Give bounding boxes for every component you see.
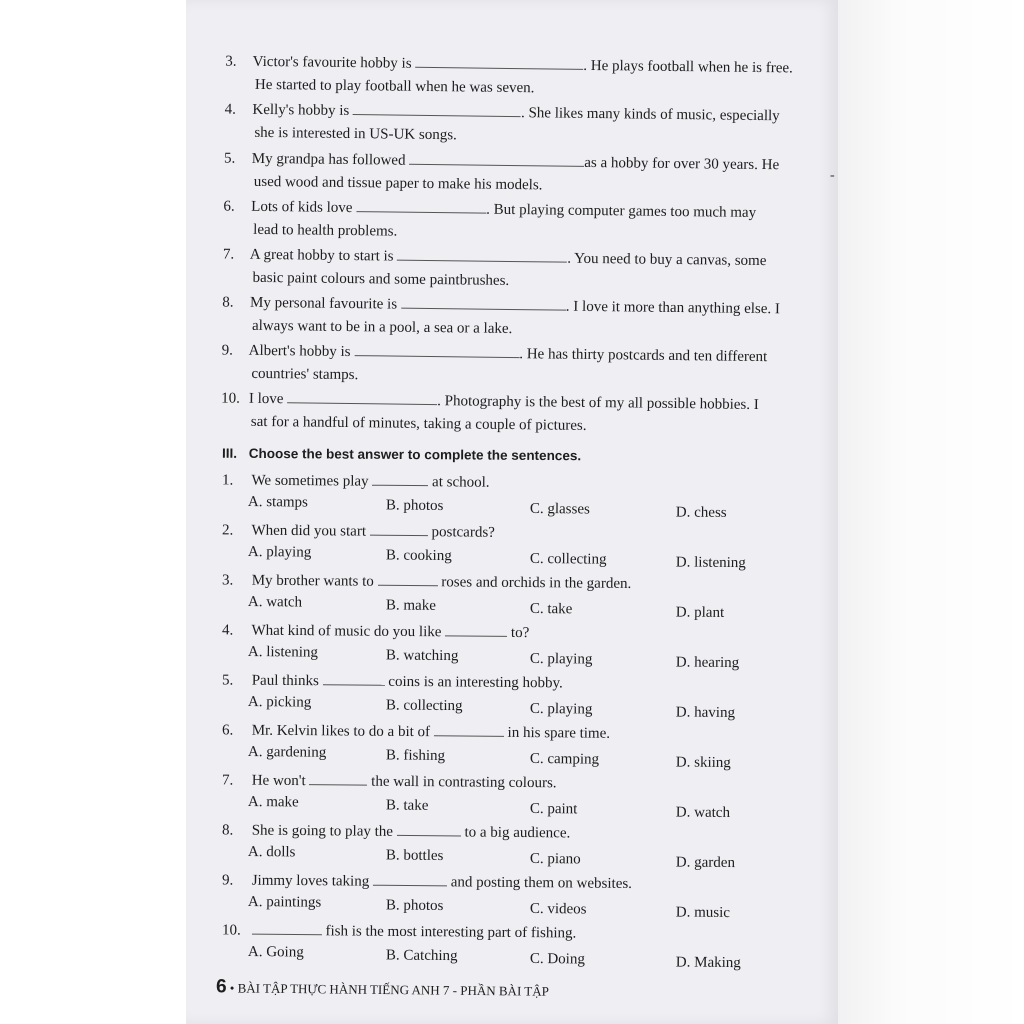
- item-text-after: . She likes many kinds of music, especially: [520, 105, 780, 125]
- question-text-after: to?: [510, 624, 530, 642]
- answer-option-d[interactable]: D. plant: [675, 604, 725, 621]
- question-text-after: postcards?: [431, 524, 495, 541]
- fill-in-item: [223, 195, 824, 248]
- answer-option-a[interactable]: A. gardening: [247, 743, 327, 761]
- question-text-before: We sometimes play: [251, 472, 369, 490]
- item-number: 6.: [223, 198, 235, 215]
- mc-options: [247, 843, 828, 872]
- mc-question: [222, 469, 822, 494]
- question-text-after: to a big audience.: [464, 824, 571, 842]
- question-text-after: roses and orchids in the garden.: [441, 574, 632, 592]
- answer-option-c[interactable]: C. paint: [529, 800, 578, 818]
- fill-in-item: [224, 147, 825, 200]
- answer-option-a[interactable]: A. make: [247, 793, 299, 811]
- answer-blank[interactable]: [287, 388, 437, 405]
- mc-options: [247, 743, 828, 772]
- answer-blank[interactable]: [401, 294, 566, 311]
- mc-options: [247, 793, 828, 822]
- fill-in-line-2: she is interested in US-UK songs.: [254, 124, 457, 144]
- item-text-before: Lots of kids love: [251, 198, 353, 217]
- question-text-after: in his spare time.: [507, 724, 611, 742]
- mc-options: [247, 543, 828, 572]
- question-text-before: Jimmy loves taking: [251, 872, 370, 890]
- fill-in-line-2: basic paint colours and some paintbrushes.: [252, 269, 510, 289]
- answer-option-c[interactable]: C. glasses: [529, 500, 590, 518]
- answer-blank[interactable]: [323, 670, 385, 686]
- fill-in-line-2: used wood and tissue paper to make his models.: [253, 173, 543, 194]
- page-footer: [216, 976, 549, 1001]
- mc-question: [222, 819, 822, 844]
- fill-in-line-2: lead to health problems.: [253, 221, 398, 240]
- question-number: 7.: [221, 772, 234, 789]
- item-text-after: . But playing computer games too much may: [486, 201, 757, 221]
- fill-in-item: [224, 98, 825, 151]
- answer-blank[interactable]: [370, 521, 428, 537]
- fill-in-line-2: always want to be in a pool, a sea or a lake.: [251, 317, 513, 338]
- question-number: 8.: [221, 822, 234, 839]
- mc-options: [247, 943, 828, 972]
- footer-title: BÀI TẬP THỰC HÀNH TIẾNG ANH 7 - PHẦN BÀI TẬP: [237, 980, 549, 999]
- workbook-page: [186, 0, 838, 1024]
- item-number: 8.: [222, 294, 234, 311]
- section-3-heading: [222, 446, 581, 464]
- answer-option-b[interactable]: B. cooking: [385, 547, 452, 565]
- item-text-after: . He plays football when he is free.: [583, 57, 793, 77]
- item-text-before: Kelly's hobby is: [252, 101, 350, 120]
- answer-blank[interactable]: [356, 197, 486, 214]
- item-number: 9.: [221, 342, 234, 359]
- mc-options: [247, 893, 828, 922]
- mc-question: [222, 919, 822, 944]
- question-text-before: He won't: [251, 772, 306, 790]
- question-number: 3.: [221, 572, 234, 589]
- item-text-after: . Photography is the best of my all possible hobbies. I: [437, 393, 759, 414]
- answer-option-c[interactable]: C. collecting: [529, 550, 607, 568]
- question-text-after: coins is an interesting hobby.: [388, 673, 563, 692]
- fill-in-item: [221, 339, 822, 392]
- item-text-after: as a hobby for over 30 years. He: [584, 154, 780, 174]
- answer-blank[interactable]: [373, 871, 447, 887]
- question-text-before: She is going to play the: [251, 822, 394, 840]
- footer-bullet: •: [229, 980, 235, 996]
- answer-blank[interactable]: [378, 571, 438, 587]
- answer-blank[interactable]: [252, 920, 322, 936]
- answer-blank[interactable]: [372, 471, 428, 486]
- fill-in-item: [222, 291, 823, 344]
- question-number: 2.: [221, 522, 234, 539]
- fill-in-line-2: countries' stamps.: [251, 365, 359, 384]
- answer-blank[interactable]: [354, 341, 519, 358]
- question-number: 4.: [221, 622, 234, 639]
- answer-blank[interactable]: [445, 621, 507, 637]
- question-number: 10.: [221, 922, 241, 939]
- answer-option-d[interactable]: D. having: [675, 704, 736, 722]
- answer-option-b[interactable]: B. bottles: [385, 847, 444, 865]
- question-number: 5.: [221, 672, 234, 689]
- question-number: 1.: [221, 472, 234, 489]
- fill-in-item: [222, 243, 823, 296]
- page-number: 6: [215, 976, 227, 998]
- mc-question: [222, 519, 822, 544]
- fill-in-section: [186, 0, 838, 434]
- question-text-after: and posting them on websites.: [450, 874, 633, 892]
- edge-mark: -: [830, 168, 835, 183]
- answer-blank[interactable]: [397, 821, 461, 837]
- answer-option-c[interactable]: C. Doing: [529, 950, 585, 968]
- answer-option-d[interactable]: D. watch: [675, 804, 731, 822]
- answer-option-a[interactable]: A. stamps: [247, 493, 309, 511]
- answer-option-d[interactable]: D. hearing: [675, 654, 740, 672]
- answer-option-d[interactable]: D. garden: [675, 854, 736, 872]
- fill-in-item: [225, 50, 826, 103]
- item-text-after: . I love it more than anything else. I: [565, 298, 781, 318]
- question-text-before: My brother wants to: [251, 572, 374, 590]
- item-number: 5.: [223, 150, 236, 167]
- item-number: 7.: [222, 246, 235, 263]
- answer-option-b[interactable]: B. make: [385, 597, 436, 614]
- item-number: 10.: [221, 390, 240, 407]
- answer-option-c[interactable]: C. camping: [529, 750, 600, 768]
- mc-question: [222, 619, 822, 644]
- answer-option-b[interactable]: B. photos: [385, 897, 444, 915]
- answer-option-b[interactable]: B. photos: [385, 497, 444, 515]
- fill-in-item: [221, 387, 822, 440]
- question-number: 6.: [221, 722, 234, 739]
- answer-option-c[interactable]: C. playing: [529, 700, 593, 718]
- page-edge: [838, 0, 1024, 1024]
- item-text-before: My grandpa has followed: [251, 150, 406, 169]
- section-3-label: III.: [221, 445, 238, 461]
- answer-option-a[interactable]: A. watch: [247, 593, 303, 611]
- mc-question: [222, 719, 822, 744]
- question-text-after: the wall in contrasting colours.: [371, 773, 557, 792]
- answer-blank[interactable]: [309, 770, 367, 786]
- answer-option-a[interactable]: A. dolls: [247, 843, 296, 861]
- mc-question: [222, 669, 822, 694]
- item-text-before: Albert's hobby is: [248, 342, 351, 361]
- question-text-after: fish is the most interesting part of fishing.: [325, 923, 577, 942]
- answer-option-b[interactable]: B. take: [385, 797, 429, 814]
- answer-option-d[interactable]: D. music: [675, 904, 731, 922]
- fill-in-line-2: He started to play football when he was seven.: [254, 76, 535, 97]
- item-text-before: I love: [248, 390, 284, 408]
- section-3-title: Choose the best answer to complete the sentences.: [248, 445, 582, 464]
- question-text-after: at school.: [432, 474, 490, 491]
- mc-options: [247, 693, 828, 722]
- mc-question: [222, 769, 822, 794]
- answer-option-a[interactable]: A. playing: [247, 543, 312, 561]
- answer-option-b[interactable]: B. collecting: [385, 697, 463, 715]
- answer-option-d[interactable]: D. skiing: [675, 754, 731, 772]
- item-text-after: . He has thirty postcards and ten different: [519, 346, 768, 366]
- answer-option-b[interactable]: B. Catching: [385, 947, 458, 965]
- question-text-before: When did you start: [251, 522, 367, 540]
- item-number: 3.: [225, 53, 237, 70]
- answer-option-b[interactable]: B. watching: [385, 647, 459, 665]
- answer-blank[interactable]: [434, 721, 504, 737]
- mc-question: [222, 569, 822, 594]
- item-number: 4.: [224, 101, 237, 118]
- answer-option-c[interactable]: C. videos: [529, 900, 587, 918]
- answer-blank[interactable]: [353, 100, 521, 117]
- question-text-before: What kind of music do you like: [251, 622, 442, 641]
- answer-option-a[interactable]: A. listening: [247, 643, 319, 661]
- item-text-before: A great hobby to start is: [249, 246, 394, 265]
- mc-question: [222, 869, 822, 894]
- answer-option-d[interactable]: D. listening: [675, 554, 746, 572]
- answer-blank[interactable]: [397, 246, 567, 263]
- answer-option-c[interactable]: C. playing: [529, 650, 593, 668]
- answer-option-d[interactable]: D. Making: [675, 954, 741, 972]
- item-text-before: My personal favourite is: [249, 294, 398, 313]
- answer-option-a[interactable]: A. Going: [247, 943, 304, 961]
- mc-options: [247, 643, 828, 672]
- item-text-before: Victor's favourite hobby is: [252, 53, 412, 72]
- answer-option-c[interactable]: C. take: [529, 600, 573, 618]
- answer-blank[interactable]: [409, 150, 584, 167]
- fill-in-line-2: sat for a handful of minutes, taking a couple of pictures.: [250, 413, 587, 434]
- answer-option-b[interactable]: B. fishing: [385, 747, 446, 765]
- question-number: 9.: [221, 872, 234, 889]
- answer-option-c[interactable]: C. piano: [529, 850, 581, 868]
- question-text-before: Paul thinks: [251, 672, 319, 690]
- answer-blank[interactable]: [415, 53, 583, 70]
- mc-options: [247, 493, 828, 521]
- question-text-before: Mr. Kelvin likes to do a bit of: [251, 722, 431, 741]
- mc-options: [247, 593, 828, 621]
- answer-option-d[interactable]: D. chess: [675, 504, 727, 521]
- answer-option-a[interactable]: A. picking: [247, 693, 312, 711]
- answer-option-a[interactable]: A. paintings: [247, 893, 322, 911]
- item-text-after: . You need to buy a canvas, some: [567, 250, 767, 270]
